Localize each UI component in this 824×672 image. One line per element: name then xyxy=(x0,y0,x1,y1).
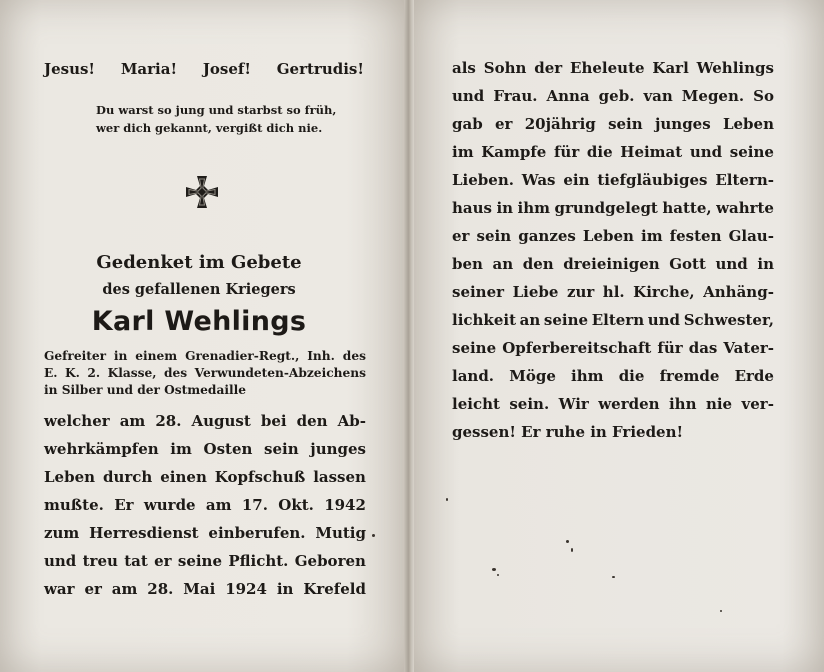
word: van xyxy=(643,87,673,105)
right-body-line xyxy=(452,143,774,161)
word: hl. xyxy=(602,283,625,301)
word: geb. xyxy=(598,87,635,105)
word: und xyxy=(452,87,485,105)
saints-invocation xyxy=(44,60,364,78)
word: 28. xyxy=(155,412,182,430)
rank-line-3 xyxy=(44,383,366,397)
word: als xyxy=(452,59,476,77)
word: gab xyxy=(452,115,483,133)
word: Er xyxy=(114,496,134,514)
word: für xyxy=(553,143,580,161)
right-body-line xyxy=(452,283,774,301)
word: der xyxy=(534,59,563,77)
word: Was xyxy=(521,171,556,189)
word: So xyxy=(753,87,774,105)
word: in xyxy=(496,199,514,217)
right-body-line xyxy=(452,395,774,413)
word: sein xyxy=(264,440,299,458)
word: Grenadier-Regt., xyxy=(185,349,300,363)
word: Okt. xyxy=(278,496,314,514)
krieger-subheading: des gefallenen Kriegers xyxy=(102,281,296,298)
word: den xyxy=(296,412,328,430)
word: 1942 xyxy=(324,496,366,514)
word: am xyxy=(111,580,138,598)
word: Karl xyxy=(652,59,689,77)
word: wahrte xyxy=(716,199,774,217)
word: und xyxy=(44,552,77,570)
word: in xyxy=(276,580,294,598)
word: Verwundeten-Abzeichens xyxy=(194,366,366,380)
word: Kampfe xyxy=(481,143,547,161)
right-body-line: gessen! Er ruhe in Frieden! xyxy=(452,423,684,441)
word: am xyxy=(119,412,146,430)
word: an xyxy=(519,311,541,329)
word: sein xyxy=(608,115,643,133)
word: Ab- xyxy=(337,412,366,430)
word: fremde xyxy=(659,367,720,385)
word: Wehlings xyxy=(696,59,774,77)
verse-line-1: Du warst so jung und starbst so früh, xyxy=(96,103,337,117)
word: Eheleute xyxy=(570,59,645,77)
word: junges xyxy=(310,440,366,458)
word: ben xyxy=(452,255,483,273)
word: Möge xyxy=(509,367,556,385)
page-fold xyxy=(404,0,414,672)
deceased-name: Karl Wehlings xyxy=(91,306,307,337)
word: er xyxy=(154,552,172,570)
word: Schwester, xyxy=(683,311,774,329)
word: bei xyxy=(260,412,287,430)
word: leicht xyxy=(452,395,500,413)
word: 28. xyxy=(147,580,174,598)
left-body-line xyxy=(44,552,366,570)
word: und xyxy=(689,143,723,161)
word: seiner xyxy=(452,283,505,301)
left-body-line xyxy=(44,412,366,430)
word: und xyxy=(715,255,748,273)
right-body-line xyxy=(452,367,774,385)
word: Glau- xyxy=(728,227,774,245)
right-body-line xyxy=(452,255,774,273)
word: hatte, xyxy=(662,199,712,217)
word: einberufen. xyxy=(208,524,306,542)
word: Gefreiter xyxy=(44,349,107,363)
word: Leben xyxy=(722,115,774,133)
word: seine xyxy=(729,143,774,161)
right-body-line xyxy=(452,59,774,77)
word: K. xyxy=(65,366,80,380)
word: das xyxy=(688,339,718,357)
word: haus xyxy=(452,199,492,217)
verse-line-2: wer dich gekannt, vergißt dich nie. xyxy=(96,121,323,135)
word: Frau. xyxy=(493,87,538,105)
word: an xyxy=(492,255,514,273)
paper-speck xyxy=(372,534,375,537)
word: sein. xyxy=(509,395,550,413)
word: land. xyxy=(452,367,495,385)
word: Opferbereitschaft xyxy=(502,339,652,357)
gedenket-heading: Gedenket im Gebete xyxy=(96,252,302,273)
saint-gertrudis: Gertrudis! xyxy=(276,60,364,78)
paper-speck xyxy=(720,610,722,612)
word: Eltern- xyxy=(715,171,774,189)
right-body-line xyxy=(452,87,774,105)
word: im xyxy=(452,143,474,161)
word: Wir xyxy=(558,395,589,413)
rank-line-2 xyxy=(44,366,366,380)
word: für xyxy=(657,339,683,357)
word: ihm xyxy=(571,367,604,385)
word: den xyxy=(522,255,554,273)
word: nie xyxy=(705,395,733,413)
saint-jesus: Jesus! xyxy=(44,60,96,78)
paper-speck xyxy=(446,498,448,501)
word: mußte. xyxy=(44,496,104,514)
word: Lieben. xyxy=(452,171,514,189)
word: Klasse, xyxy=(107,366,157,380)
word: welcher xyxy=(44,412,110,430)
word: Leben xyxy=(44,468,96,486)
word: ihm xyxy=(517,199,551,217)
word: einen xyxy=(160,468,207,486)
word: er xyxy=(452,227,470,245)
word: durch xyxy=(102,468,153,486)
word: er xyxy=(84,580,102,598)
right-body-line xyxy=(452,171,774,189)
word: ihn xyxy=(668,395,697,413)
word: Pflicht. xyxy=(228,552,289,570)
word: Heimat xyxy=(620,143,683,161)
word: 2. xyxy=(87,366,101,380)
word: einem xyxy=(135,349,178,363)
right-body-line xyxy=(452,311,774,329)
word: war xyxy=(44,580,75,598)
word: zur xyxy=(566,283,595,301)
word: seine xyxy=(177,552,223,570)
word: 20jährig xyxy=(524,115,596,133)
word: tat xyxy=(124,552,148,570)
paper-speck xyxy=(497,574,499,576)
left-body-line xyxy=(44,496,366,514)
word: zum xyxy=(44,524,80,542)
word: Liebe xyxy=(512,283,559,301)
word: grundgelegt xyxy=(554,199,658,217)
word: Gott xyxy=(669,255,706,273)
word: Osten xyxy=(203,440,253,458)
left-body-line xyxy=(44,524,366,542)
word: und xyxy=(647,311,681,329)
saint-josef: Josef! xyxy=(202,60,251,78)
left-body-line xyxy=(44,440,366,458)
rank-text: in Silber und der Ostmedaille xyxy=(44,383,246,397)
word: im xyxy=(641,227,663,245)
word: im xyxy=(170,440,192,458)
paper-speck xyxy=(571,548,573,552)
word: Kirche, xyxy=(633,283,695,301)
saint-maria: Maria! xyxy=(120,60,178,78)
word: lassen xyxy=(313,468,366,486)
word: Geboren xyxy=(294,552,366,570)
word: Mutig xyxy=(315,524,366,542)
word: junges xyxy=(654,115,711,133)
word: lichkeit xyxy=(452,311,516,329)
word: 1924 xyxy=(225,580,267,598)
word: wehrkämpfen xyxy=(44,440,159,458)
word: ganzes xyxy=(518,227,576,245)
word: Leben xyxy=(582,227,634,245)
left-body-line xyxy=(44,468,366,486)
word: dreieinigen xyxy=(563,255,660,273)
right-body-line xyxy=(452,199,774,217)
word: E. xyxy=(44,366,58,380)
word: Eltern xyxy=(591,311,645,329)
word: seine xyxy=(452,339,497,357)
paper-speck xyxy=(566,540,569,543)
right-body-line xyxy=(452,339,774,357)
word: seine xyxy=(543,311,589,329)
word: Erde xyxy=(734,367,774,385)
word: am xyxy=(205,496,232,514)
word: festen xyxy=(669,227,722,245)
word: 17. xyxy=(241,496,268,514)
word: Sohn xyxy=(483,59,527,77)
word: Anhäng- xyxy=(703,283,774,301)
word: des xyxy=(342,349,366,363)
word: treu xyxy=(82,552,118,570)
left-body-line xyxy=(44,580,366,598)
word: die xyxy=(586,143,613,161)
word: sein xyxy=(476,227,512,245)
word: Anna xyxy=(546,87,590,105)
paper-speck xyxy=(492,568,496,571)
word: in xyxy=(113,349,128,363)
paper-speck xyxy=(612,576,615,578)
word: werden xyxy=(598,395,660,413)
word: ein xyxy=(563,171,590,189)
word: Kopfschuß xyxy=(214,468,306,486)
word: er xyxy=(495,115,513,133)
word: Vater- xyxy=(723,339,774,357)
word: des xyxy=(163,366,188,380)
word: August xyxy=(191,412,251,430)
word: Krefeld xyxy=(303,580,366,598)
rank-line-1 xyxy=(44,349,366,363)
word: in xyxy=(757,255,774,273)
word: Inh. xyxy=(307,349,335,363)
word: ver- xyxy=(741,395,774,413)
word: Mai xyxy=(183,580,216,598)
word: die xyxy=(618,367,645,385)
right-body-line xyxy=(452,227,774,245)
right-body-line xyxy=(452,115,774,133)
word: wurde xyxy=(143,496,196,514)
iron-cross-icon xyxy=(184,174,220,210)
word: Megen. xyxy=(681,87,745,105)
word: Herresdienst xyxy=(89,524,199,542)
word: tiefgläubiges xyxy=(597,171,708,189)
